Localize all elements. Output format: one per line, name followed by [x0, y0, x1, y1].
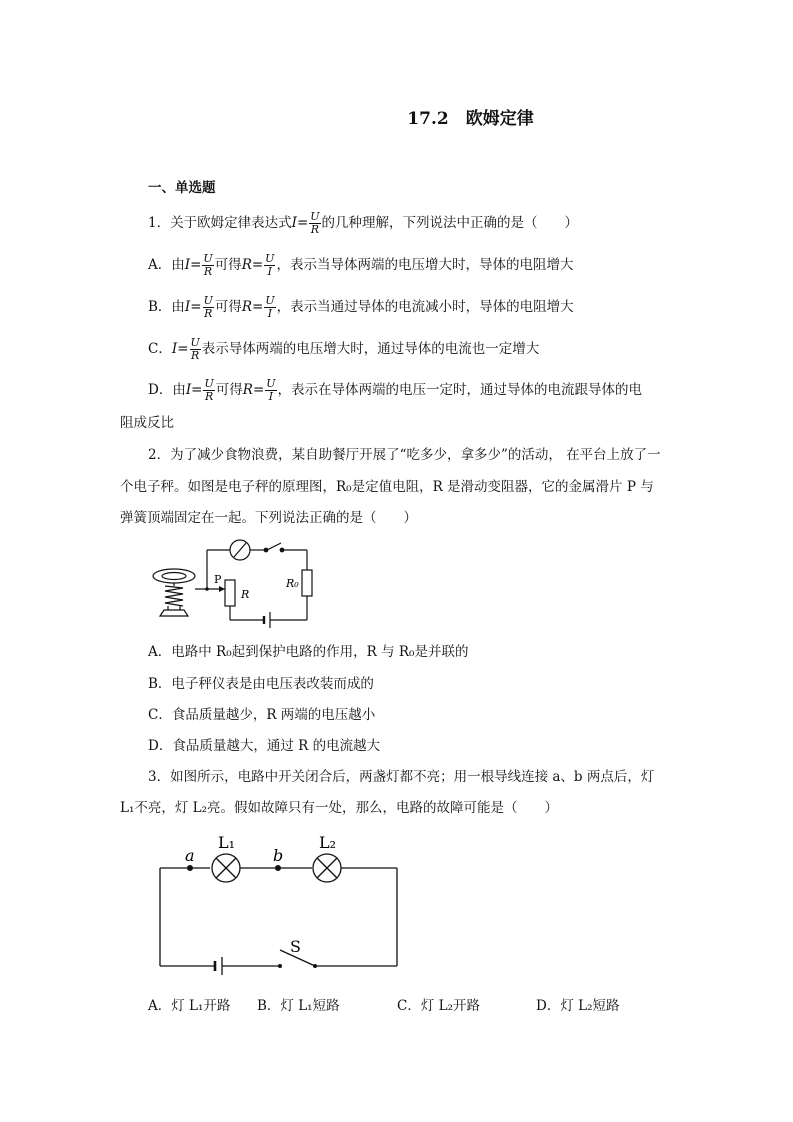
q1-stem	[148, 211, 578, 236]
formula-eq: =	[191, 382, 203, 398]
spring	[165, 586, 183, 606]
fraction-denominator: R	[204, 390, 214, 403]
option-text: A．由	[148, 257, 185, 273]
point-b	[275, 865, 281, 871]
option-text: 表示导体两端的电压增大时，通过导体的电流也一定增大	[201, 341, 540, 357]
fraction-numerator: U	[266, 377, 276, 390]
formula-symbol: I	[185, 382, 192, 398]
point-a	[187, 865, 193, 871]
scale-tray	[153, 569, 195, 583]
two-lamp-circuit-diagram	[150, 828, 410, 978]
q2-option-c: C．食品质量越少，R 两端的电压越小	[148, 707, 376, 723]
fraction-denominator: I	[268, 390, 274, 403]
q3-option-c: C．灯 L₂开路	[397, 998, 480, 1014]
q1-stem-text-end: 的几种理解，下列说法中正确的是（ ）	[321, 215, 579, 231]
q2-option-a: A．电路中 R₀起到保护电路的作用，R 与 R₀是并联的	[148, 644, 469, 660]
label-r: R	[241, 588, 250, 601]
fraction-denominator: R	[190, 349, 200, 362]
option-text: ，表示当通过导体的电流减小时，导体的电阻增大	[276, 299, 574, 315]
fraction-numerator: U	[265, 294, 275, 307]
option-text: ，表示当导体两端的电压增大时，导体的电阻增大	[276, 257, 574, 273]
q3-option-d: D．灯 L₂短路	[536, 998, 620, 1014]
label-a: a	[185, 846, 195, 865]
formula-fraction	[190, 337, 201, 362]
formula-symbol: I	[184, 257, 191, 273]
formula-eq: =	[190, 257, 202, 273]
formula-eq: =	[252, 299, 264, 315]
q3-stem-line2: L₁不亮，灯 L₂亮。假如故障只有一处，那么，电路的故障可能是（ ）	[120, 800, 559, 816]
resistor-r0	[302, 570, 312, 596]
fraction-numerator: U	[190, 336, 200, 349]
q3-option-a: A．灯 L₁开路	[148, 998, 231, 1014]
fraction-numerator: U	[310, 210, 320, 223]
q2-option-d: D．食品质量越大，通过 R 的电流越大	[148, 738, 381, 754]
option-text: 可得	[215, 382, 243, 398]
option-text: B．由	[148, 299, 185, 315]
q1-option-d	[148, 378, 642, 403]
label-s: S	[290, 937, 301, 956]
q1-stem-text: 1．关于欧姆定律表达式	[148, 215, 292, 231]
switch	[267, 543, 281, 550]
fraction-numerator: U	[265, 252, 275, 265]
label-l2: L₂	[319, 833, 337, 852]
formula-eq: =	[190, 299, 202, 315]
fraction-denominator: I	[267, 265, 272, 278]
formula-symbol: R	[241, 299, 253, 315]
formula-fraction	[264, 295, 275, 320]
formula-fraction	[203, 295, 214, 320]
formula-eq: =	[177, 341, 189, 357]
option-text: D．由	[148, 382, 186, 398]
formula-symbol: I	[184, 299, 191, 315]
q2-stem-line1: 2．为了减少食物浪费，某自助餐厅开展了“吃多少，拿多少”的活动， 在平台上放了一	[148, 447, 661, 463]
formula-symbol: I	[291, 215, 297, 231]
scale-base	[160, 610, 188, 616]
label-b: b	[273, 846, 284, 865]
formula-fraction	[265, 378, 276, 403]
option-text: C．	[148, 341, 172, 357]
q2-stem-line2: 个电子秤。如图是电子秤的原理图，R₀是定值电阻，R 是滑动变阻器，它的金属滑片 P 与	[120, 479, 654, 495]
fraction-denominator: I	[267, 307, 273, 320]
formula-symbol: R	[241, 257, 252, 273]
fraction-denominator: R	[203, 265, 213, 278]
option-text: 可得	[214, 257, 242, 273]
label-r0: R₀	[286, 577, 299, 590]
formula-symbol: R	[242, 382, 253, 398]
scale-tray-inner	[162, 573, 186, 580]
q3-option-b: B．灯 L₁短路	[257, 998, 340, 1014]
formula-fraction	[203, 378, 214, 403]
option-text: 可得	[214, 299, 242, 315]
q3-stem-line1: 3．如图所示，电路中开关闭合后，两盏灯都不亮；用一根导线连接 a、b 两点后，灯	[148, 769, 655, 785]
fraction-denominator: R	[204, 307, 213, 320]
q1-option-c	[148, 337, 539, 362]
q1-option-a	[148, 253, 573, 278]
q2-option-b: B．电子秤仪表是由电压表改装而成的	[148, 676, 374, 692]
formula-eq: =	[251, 257, 264, 273]
formula-symbol: I	[171, 341, 178, 357]
formula-eq: =	[296, 215, 309, 231]
label-p: P	[214, 573, 222, 586]
page-title: 17.2 欧姆定律	[407, 109, 534, 129]
fraction-numerator: U	[203, 252, 213, 265]
section-heading: 一、单选题	[148, 180, 216, 196]
electronic-scale-circuit-diagram	[148, 536, 328, 632]
formula-fraction	[264, 253, 275, 278]
label-l1: L₁	[218, 833, 236, 852]
q1-option-b	[148, 295, 574, 320]
formula-fraction	[309, 211, 320, 236]
fraction-numerator: U	[204, 377, 214, 390]
formula-fraction	[202, 253, 213, 278]
q1-option-d-cont: 阻成反比	[120, 415, 174, 431]
formula-eq: =	[252, 382, 265, 398]
fraction-numerator: U	[203, 294, 213, 307]
q2-stem-line3: 弹簧顶端固定在一起。下列说法正确的是（ ）	[120, 510, 417, 526]
fraction-denominator: R	[310, 223, 320, 236]
option-text: ，表示在导体两端的电压一定时，通过导体的电流跟导体的电	[277, 382, 643, 398]
rheostat-r	[225, 580, 235, 606]
